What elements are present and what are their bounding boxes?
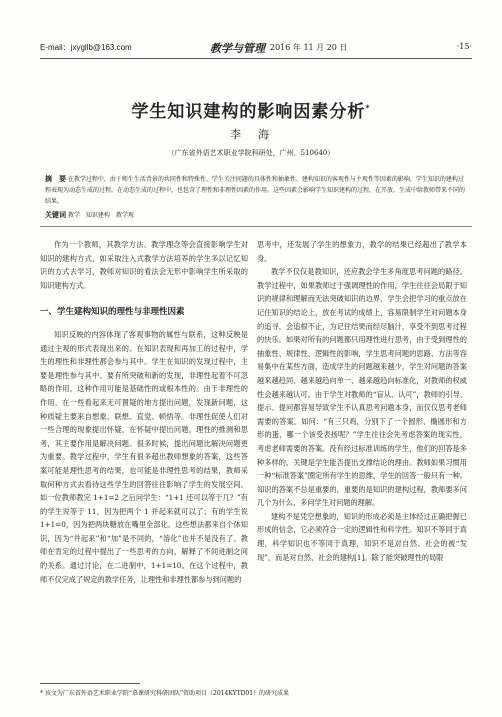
body-column-left bbox=[40, 238, 248, 586]
keywords-label: 关键词 bbox=[45, 210, 66, 219]
header-rule bbox=[40, 58, 472, 59]
article-author: 李 海 bbox=[230, 128, 272, 141]
page-number: ·15· bbox=[456, 42, 472, 51]
keywords-text: 教学 知识建构 教学观 bbox=[67, 212, 134, 219]
body-column-right bbox=[257, 238, 467, 564]
body-paragraph: 思考中，还发展了学生的想象力，教学的结果已经超出了教学本身。 bbox=[257, 240, 467, 263]
article-title: 学生知识建构的影响因素分析* bbox=[131, 102, 371, 122]
header-email: E-mail：jxygllb@163.com bbox=[40, 43, 132, 52]
abstract-label: 摘 要 bbox=[45, 174, 66, 183]
intro-paragraph: 作为一个教师，其教学方法、教学理念等会直接影响学生对知识的建构方式，如采取注入式教学方法培养的学生多以记忆知识的方式去学习，教师对知识的看法会无形中影响学生所采取的知识建构方式。 bbox=[40, 240, 248, 290]
footnote: * 该文为广东省外语艺术职业学院“慕课研究科研团队”资助项目（2014KYTD01）的研究成果 bbox=[40, 690, 290, 697]
abstract bbox=[45, 173, 465, 207]
issue-date: 2016 年 11 月 20 日 bbox=[270, 43, 348, 52]
body-paragraph: 知识反映的内容体现了客观事物的属性与联系，这种反映是通过主观的形式表现出来的。在知识表现和再加工的过程中，学生的理性和非理性都会参与其中。学生在知识的发现过程中，主要是理性参与其中。要有所突破和新的发现，非理性起着不可忽略的作用，这种作用可能是基础性的或根本性的。由于非理性的作用，在一些看起来无可置疑的地方提出问题，发现新问题，这种质疑主要来自想象、联想、直觉、顿悟等。非理性促使人们对一些合理的现象提出怀疑，在怀疑中提出问题。理性的推测和思考，其主要作用是解决问题。很多时候，提出问题比解决问题更为重要。教学过程中，学生有很多超出教师想象的答案，这些答案可能是理性思考的结果，也可能是非理性思考的结果，教师采取何种方式去看待这些学生的回答往往影响了学生的发展空间。如一位教师教完 1+1=2 之后问学生：“1+1 还可以等于几？”有的学生说等于 11，因为把两个 1 并起来就可以了；有的学生说 1+1=0，因为把两块糖放在嘴里全部化。这些想法都来自个体知识，因为“并起来”和“加”是不同的，“溶化”也并不是没有了。教师在肯定的过程中提出了一些思考的方向，解释了不同进制之间的关系。通过讨论，在二进制中，1+1=10。在这个过程中，教师不仅完成了规定的教学任务，让理性和非理性都参与到问题的 bbox=[40, 329, 248, 584]
section-heading: 一、学生建构知识的理性与非理性因素 bbox=[40, 307, 185, 318]
abstract-divider bbox=[40, 226, 472, 227]
body-paragraph: 教学不仅仅是教知识，还应教会学生多角度思考问题的路径。教学过程中，如果教师过于强调理性的作用，学生往往会局限于知识的规律和理解而无法突破知识的边界，学生会把学习的重点放在记住知识的结论上，放在考试的成绩上，容易限制学生对问题本身的追寻，会追根不止，为记住结果而经尽脑汁，享受不到思考过程的快乐。如果对所有的问题都只用理性进行思考，由于受到理性的抽象性、规律性、逻辑性的影响，学生思考问题的思路、方法等容易集中在某些方面，造成学生的问题越来越少，学生对问题的答案越来越趋同、越来越趋向单一、越来越趋向标准化，对教师的权威性会越来越认可。由于学生对教师的“盲从、认可”，教师的引导、提示、提问都容易导致学生不认真思考问题本身，而仅仅思考老师需要的答案。如问：“有三只鸡，分别下了一个圆形、椭圆形和方形的蛋，哪一个该受表扬呢？”学生往往会先考虑答案的现实性，考虑老师需要的答案。没有经过标准训练的学生，他们的回答是多种多样的，关键是学生能否提出支撑结论的理由。教师如果习惯用一种“标准答案”圈定所有学生的思维，学生的回答一般只有一种。知识的答案不总是重要的，重要的是知识的建构过程，教师要多问几个为什么，多问学生对问题的理解。 bbox=[257, 267, 467, 508]
page-header bbox=[40, 40, 472, 56]
body-paragraph: 建构不是凭空想象的，知识的形成必须是主体经过正确把握已形成的信念，它必须符合一定的逻辑性和科学性。知识不等同于真理，科学知识也不等同于真理，知识不是对自然、社会的被“发现”，而是对自然、社会的建构[1]。除了能突破理性的局限 bbox=[257, 511, 467, 562]
journal-name: 教学与管理 bbox=[210, 42, 265, 55]
author-affiliation: （广东省外语艺术职业学院科研处，广州，510640） bbox=[167, 149, 335, 157]
keywords bbox=[45, 210, 465, 220]
abstract-text: 在教学过程中，由于师生生活背景的共同性和特殊性、学生关注问题的具体性和抽象性、建构知识的客观性与主观性等因素的影响，学生知识的建构过程表现为动态生成的过程。在动态生成的过程中，也包含了理性和非理性因素的作用。这些因素会影响学生知识建构的过程，在开放、生成中给教师带来不同的结果。 bbox=[45, 176, 466, 205]
footnote-rule bbox=[40, 683, 140, 684]
